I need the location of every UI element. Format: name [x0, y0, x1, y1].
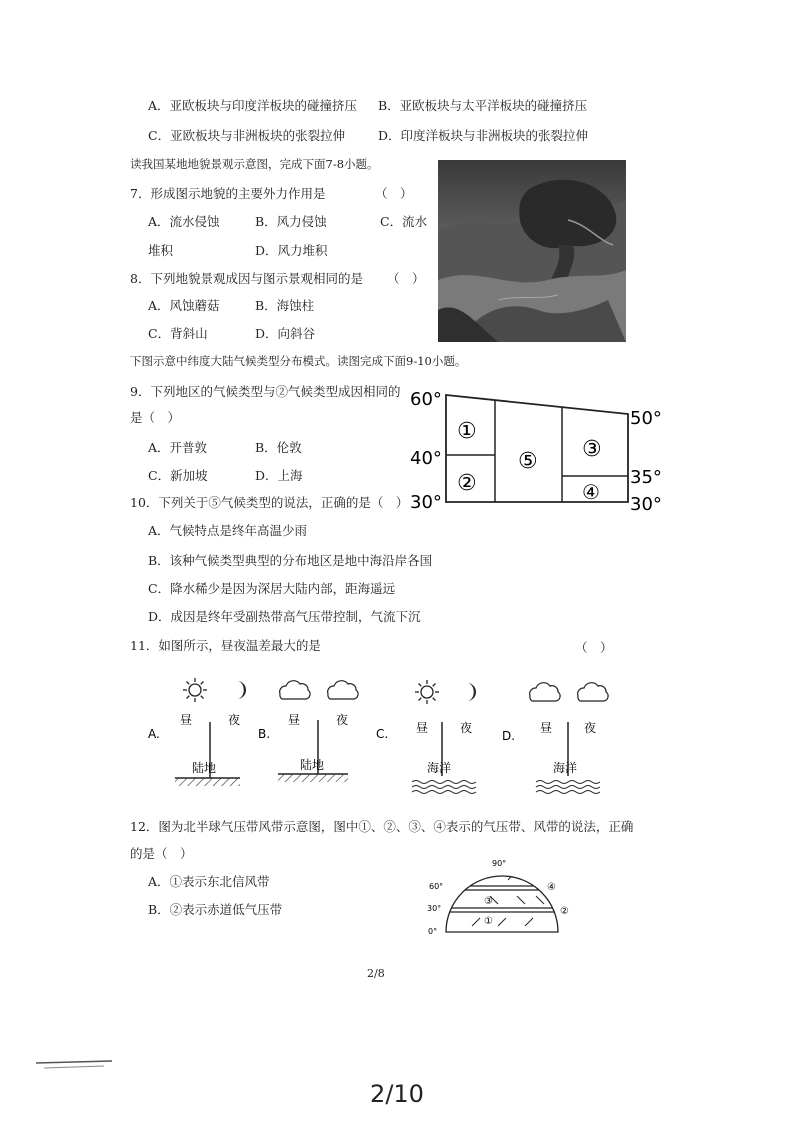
q11-option-b-panel	[258, 681, 358, 782]
zone-label-4: ④	[582, 480, 600, 504]
moon-icon	[467, 683, 476, 701]
q7-option-c: C．流水	[380, 214, 428, 229]
q11-a-day: 昼	[180, 713, 193, 727]
q11-b-surface: 陆地	[300, 758, 325, 772]
sun-icon	[415, 680, 439, 704]
q11-d-night: 夜	[584, 721, 597, 735]
lat-label-50: 50°	[630, 408, 662, 429]
q10-option-c: C．降水稀少是因为深居大陆内部，距海遥远	[148, 581, 396, 596]
q7-paren: （ ）	[375, 186, 413, 201]
zone-label-3: ③	[582, 437, 602, 462]
q9-option-a: A．开普敦	[148, 440, 208, 455]
belt-lat-0: 0°	[428, 927, 438, 936]
option-c-prev: C．亚欧板块与非洲板块的张裂拉伸	[148, 128, 346, 143]
q11-option-d-panel	[502, 683, 608, 794]
q11-c-day: 昼	[416, 721, 429, 735]
q9-stem-line2: 是（ ）	[130, 410, 181, 425]
q7-option-d: D．风力堆积	[255, 243, 328, 258]
lat-label-60: 60°	[410, 389, 442, 410]
q7-option-a: A．流水侵蚀	[148, 214, 220, 229]
intro-9-10: 下图示意中纬度大陆气候类型分布模式。读图完成下面9-10小题。	[130, 354, 467, 368]
belt-label-4: ④	[547, 882, 556, 893]
zone-label-1: ①	[457, 419, 477, 444]
q11-letter-d: D.	[502, 729, 516, 743]
q12-option-a: A．①表示东北信风带	[148, 874, 270, 889]
q11-d-surface: 海洋	[553, 761, 578, 775]
cloud-icon	[328, 681, 358, 699]
zone-label-5: ⑤	[518, 449, 538, 474]
lat-label-35: 35°	[630, 467, 662, 488]
q11-letter-c: C.	[376, 727, 389, 741]
inner-page-number: 2/8	[367, 967, 385, 980]
q7-stem: 7．形成图示地貌的主要外力作用是	[130, 186, 326, 201]
q11-a-surface: 陆地	[192, 761, 217, 775]
q8-option-b: B．海蚀柱	[255, 298, 315, 313]
cloud-icon	[530, 683, 560, 701]
outer-page-number: 2/10	[370, 1080, 424, 1108]
q8-option-d: D．向斜谷	[255, 326, 316, 341]
zone-label-2: ②	[457, 471, 477, 496]
q11-paren: （ ）	[575, 640, 613, 655]
sun-icon	[183, 678, 207, 702]
belt-lat-30: 30°	[427, 904, 442, 913]
q10-option-b: B．该种气候类型典型的分布地区是地中海沿岸各国	[148, 553, 433, 568]
q7-option-c-cont: 堆积	[148, 243, 174, 258]
q12-stem-line2: 的是（ ）	[130, 846, 193, 861]
belt-lat-90: 90°	[492, 859, 507, 868]
cloud-icon	[578, 683, 608, 701]
q11-b-day: 昼	[288, 713, 301, 727]
belt-label-2: ②	[560, 906, 569, 917]
lat-label-30-right: 30°	[630, 494, 662, 515]
q11-b-night: 夜	[336, 713, 349, 727]
intro-7-8: 读我国某地地貌景观示意图，完成下面7-8小题。	[130, 157, 379, 171]
q10-stem: 10．下列关于⑤气候类型的说法，正确的是（ ）	[130, 495, 409, 510]
scan-edge-mark	[34, 1055, 118, 1075]
q11-option-a-panel	[148, 678, 246, 786]
q7-option-b: B．风力侵蚀	[255, 214, 327, 229]
q9-option-d: D．上海	[255, 468, 303, 483]
q10-option-d: D．成因是终年受副热带高气压带控制，气流下沉	[148, 609, 421, 624]
belt-label-3: ③	[484, 896, 493, 907]
q11-c-night: 夜	[460, 721, 473, 735]
q9-option-b: B．伦敦	[255, 440, 302, 455]
q11-a-night: 夜	[228, 713, 241, 727]
lat-label-40: 40°	[410, 448, 442, 469]
q12-option-b: B．②表示赤道低气压带	[148, 902, 283, 917]
q11-stem: 11．如图所示，昼夜温差最大的是	[130, 638, 321, 653]
option-a-prev: A．亚欧板块与印度洋板块的碰撞挤压	[148, 98, 358, 113]
cloud-icon	[280, 681, 310, 699]
q12-stem-line1: 12．图为北半球气压带风带示意图，图中①、②、③、④表示的气压带、风带的说法，正确	[130, 819, 634, 834]
day-night-temperature-diagram	[140, 672, 620, 802]
q8-paren: （ ）	[387, 271, 425, 286]
q8-option-a: A．风蚀蘑菇	[148, 298, 220, 313]
q11-c-surface: 海洋	[427, 761, 452, 775]
option-b-prev: B．亚欧板块与太平洋板块的碰撞挤压	[378, 98, 588, 113]
q8-option-c: C．背斜山	[148, 326, 208, 341]
q11-d-day: 昼	[540, 721, 553, 735]
moon-icon	[237, 681, 246, 699]
option-d-prev: D．印度洋板块与非洲板块的张裂拉伸	[378, 128, 589, 143]
landform-photo	[438, 160, 626, 342]
q8-stem: 8．下列地貌景观成因与图示景观相同的是	[130, 271, 363, 286]
belt-label-1: ①	[484, 916, 493, 927]
belt-lat-60: 60°	[429, 882, 444, 891]
q9-option-c: C．新加坡	[148, 468, 208, 483]
q11-option-c-panel	[376, 680, 476, 794]
q10-option-a: A．气候特点是终年高温少雨	[148, 523, 308, 538]
lat-label-30-left: 30°	[410, 492, 442, 513]
q11-letter-b: B.	[258, 727, 271, 741]
pressure-wind-belt-diagram	[420, 852, 580, 938]
q9-stem-line1: 9．下列地区的气候类型与②气候类型成因相同的	[130, 384, 401, 399]
q11-letter-a: A.	[148, 727, 160, 741]
climate-distribution-diagram	[400, 380, 680, 520]
